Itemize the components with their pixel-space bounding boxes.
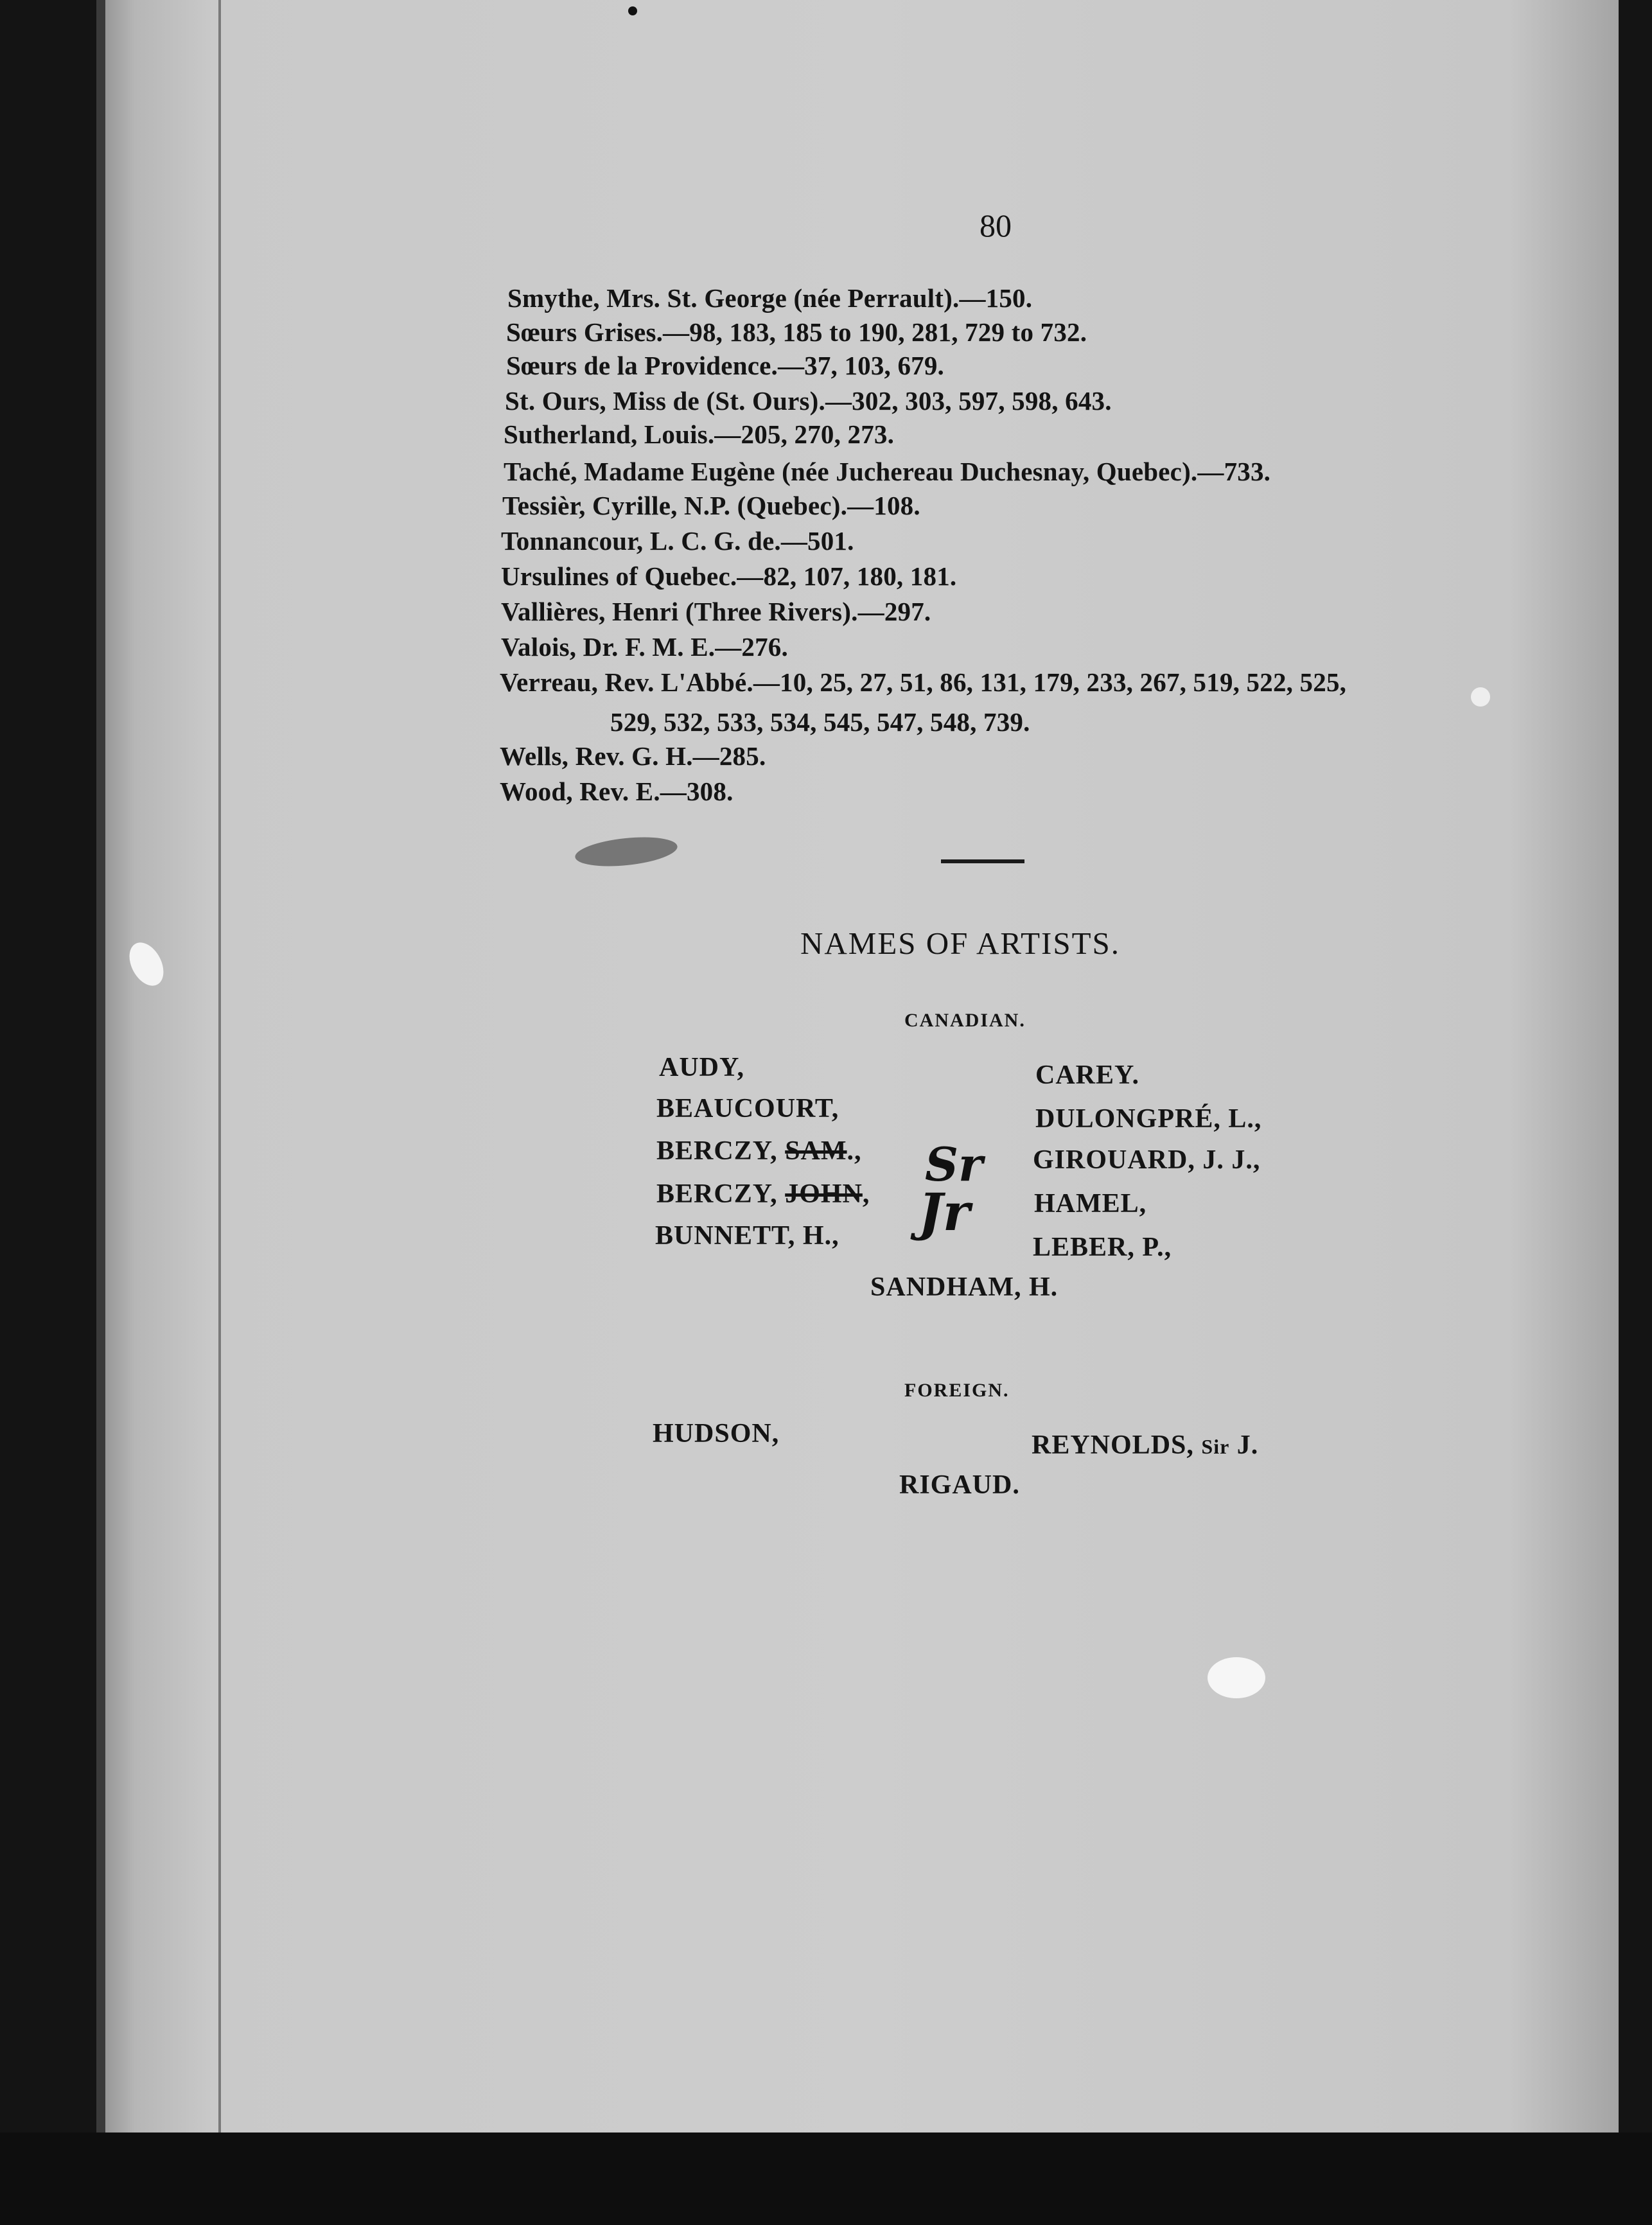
list-item: Wells, Rev. G. H.—285. — [500, 741, 766, 771]
section-divider — [941, 859, 1024, 863]
list-item: Taché, Madame Eugène (née Juchereau Duchesnay, Quebec).—733. — [504, 457, 1271, 486]
paper-blemish — [1471, 687, 1490, 707]
paper-blemish — [1208, 1657, 1265, 1698]
struck-text: JOHN — [785, 1179, 863, 1209]
page-fold-line — [218, 0, 221, 2133]
list-item: Sœurs de la Providence.—37, 103, 679. — [506, 351, 944, 380]
list-item: Ursulines of Quebec.—82, 107, 180, 181. — [501, 561, 957, 591]
artist-name: AUDY, — [659, 1053, 744, 1082]
artist-name: REYNOLDS, Sir J. — [1032, 1430, 1259, 1460]
artist-name: CAREY. — [1035, 1060, 1139, 1090]
scan-bottom-border — [0, 2133, 1652, 2225]
foreign-heading: FOREIGN. — [904, 1380, 1010, 1401]
artist-name: BUNNETT, H., — [655, 1221, 839, 1251]
list-item: Sutherland, Louis.—205, 270, 273. — [504, 419, 895, 449]
page-number: 80 — [980, 207, 1012, 243]
section-title: NAMES OF ARTISTS. — [800, 926, 1121, 961]
canadian-heading: CANADIAN. — [904, 1010, 1026, 1031]
list-item: Sœurs Grises.—98, 183, 185 to 190, 281, 729 to 732. — [506, 317, 1087, 347]
artist-name: HUDSON, — [653, 1419, 780, 1448]
list-item: St. Ours, Miss de (St. Ours).—302, 303, 597, 598, 643. — [505, 386, 1112, 416]
list-item: Tessièr, Cyrille, N.P. (Quebec).—108. — [502, 491, 920, 520]
artist-name: DULONGPRÉ, L., — [1035, 1104, 1262, 1134]
artist-name: BERCZY, JOHN, — [656, 1179, 870, 1209]
artist-name: GIROUARD, J. J., — [1033, 1145, 1261, 1175]
list-item: Verreau, Rev. L'Abbé.—10, 25, 27, 51, 86, 131, 179, 233, 267, 519, 522, 525, — [500, 667, 1347, 697]
artist-name: LEBER, P., — [1033, 1233, 1172, 1262]
list-item: Tonnancour, L. C. G. de.—501. — [501, 526, 854, 556]
list-item: Vallières, Henri (Three Rivers).—297. — [501, 597, 931, 626]
artist-name: BEAUCOURT, — [656, 1094, 839, 1123]
artist-name: SANDHAM, H. — [870, 1272, 1059, 1302]
list-item: Smythe, Mrs. St. George (née Perrault).—150. — [507, 283, 1033, 313]
artist-name: BERCZY, SAM., — [656, 1136, 862, 1166]
handwritten-annotation: Jr — [918, 1182, 970, 1242]
list-item-continuation: 529, 532, 533, 534, 545, 547, 548, 739. — [610, 707, 1030, 737]
artist-name: RIGAUD. — [899, 1470, 1020, 1500]
list-item: Wood, Rev. E.—308. — [500, 777, 734, 806]
handwritten-annotation: Sr — [925, 1137, 983, 1192]
list-item: Valois, Dr. F. M. E.—276. — [501, 632, 788, 662]
binding-gutter — [96, 0, 105, 2133]
artist-name: HAMEL, — [1034, 1189, 1147, 1218]
ink-dot — [628, 6, 637, 15]
struck-text: SAM — [785, 1136, 847, 1166]
